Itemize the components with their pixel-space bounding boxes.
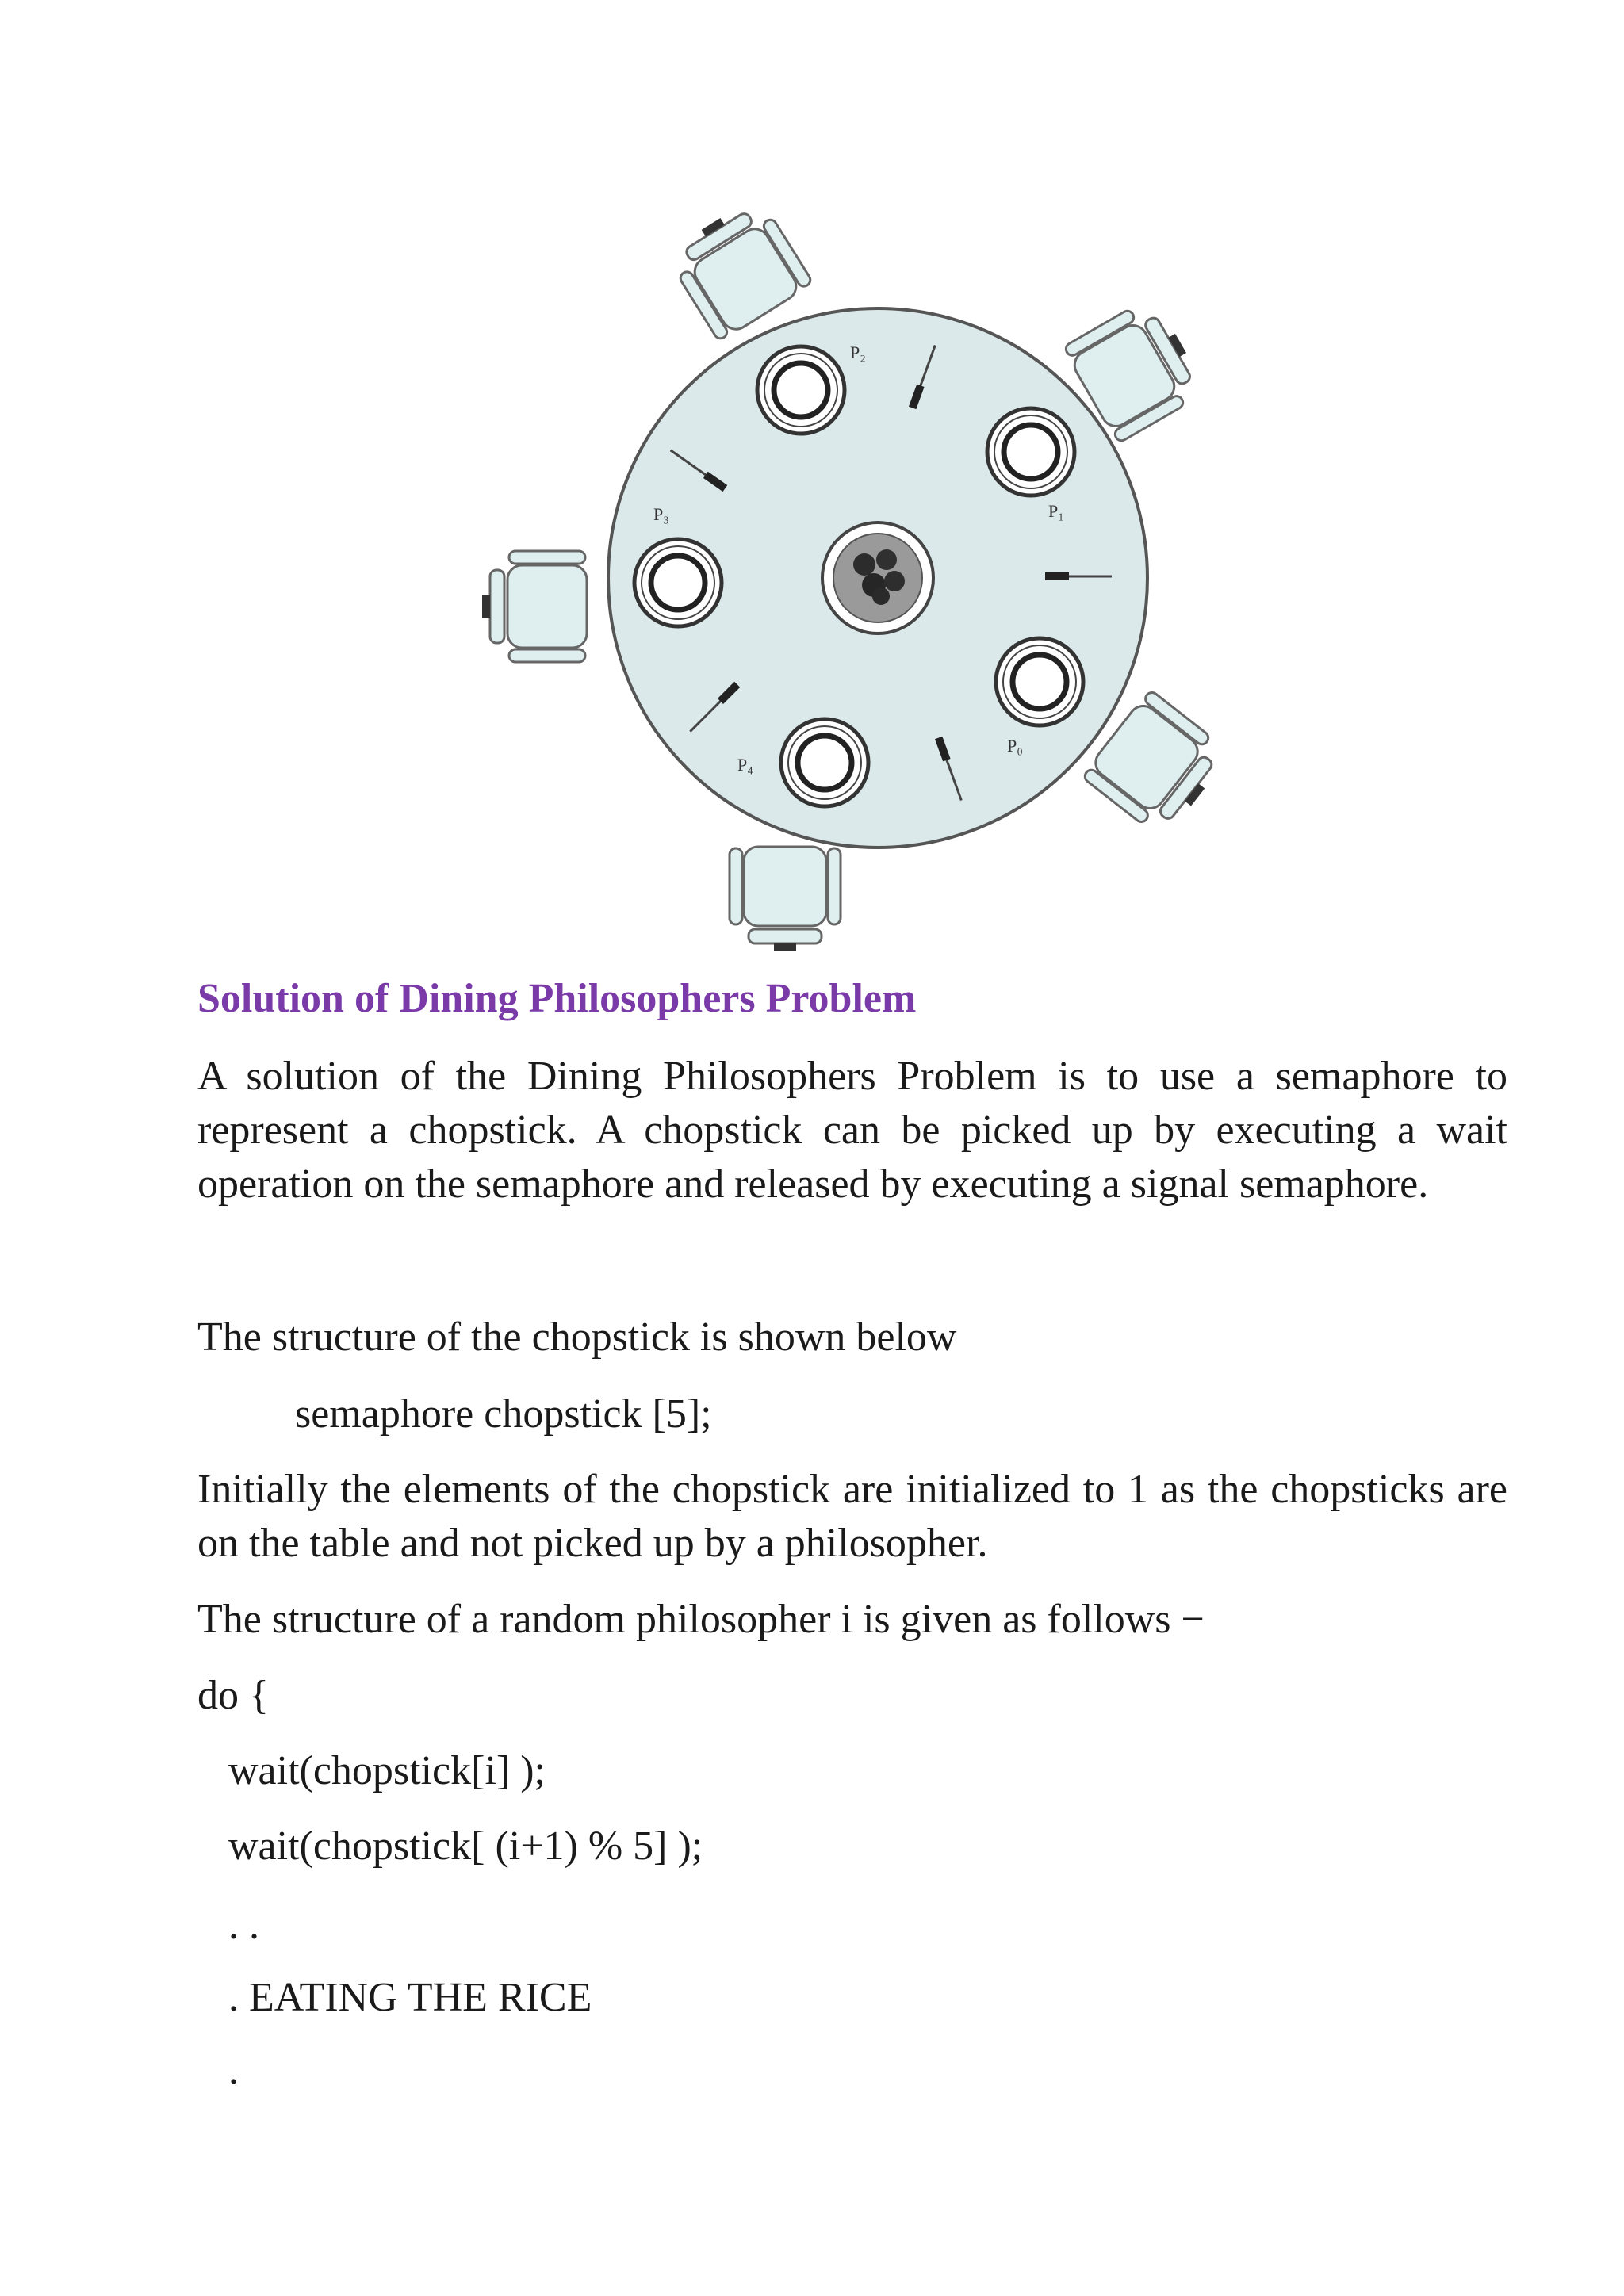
section-heading: Solution of Dining Philosophers Problem [197, 976, 917, 1021]
paragraph: Initially the elements of the chopstick are initialized to 1 as the chopsticks are on the table and not picked up by a philosopher. [197, 1467, 1507, 1566]
paragraph: The structure of a random philosopher i is given as follows − [197, 1597, 1205, 1642]
code-line: wait(chopstick[ (i+1) % 5] ); [228, 1823, 703, 1869]
dining-table-figure [0, 0, 1624, 967]
chair-icon [664, 194, 814, 342]
philosopher-label: P₁ [1048, 501, 1064, 521]
plate-icon [996, 638, 1083, 725]
code-line: . . [228, 1903, 259, 1948]
chair-icon [482, 551, 587, 662]
paragraph: A solution of the Dining Philosophers Problem is to use a semaphore to represent a chopstick. A chopstick can be picked up by executing a wait operation on the semaphore and released by executing a signal semaphore. [197, 1054, 1507, 1207]
code-line: do { [197, 1673, 269, 1718]
code-line: . EATING THE RICE [228, 1975, 592, 2020]
rice-bowl-icon [822, 522, 933, 633]
philosopher-label: P₃ [653, 504, 669, 524]
philosopher-label: P₄ [737, 755, 753, 775]
paragraph: The structure of the chopstick is shown below [197, 1314, 957, 1360]
philosopher-label: P₂ [850, 342, 866, 362]
chair-icon [730, 847, 841, 951]
philosopher-label: P₀ [1007, 736, 1023, 756]
code-line: . [228, 2048, 239, 2093]
plate-icon [634, 539, 722, 626]
plate-icon [987, 408, 1074, 496]
plate-icon [781, 719, 868, 806]
plate-icon [757, 346, 845, 434]
code-line: semaphore chopstick [5]; [295, 1391, 712, 1437]
code-line: wait(chopstick[i] ); [228, 1748, 546, 1793]
